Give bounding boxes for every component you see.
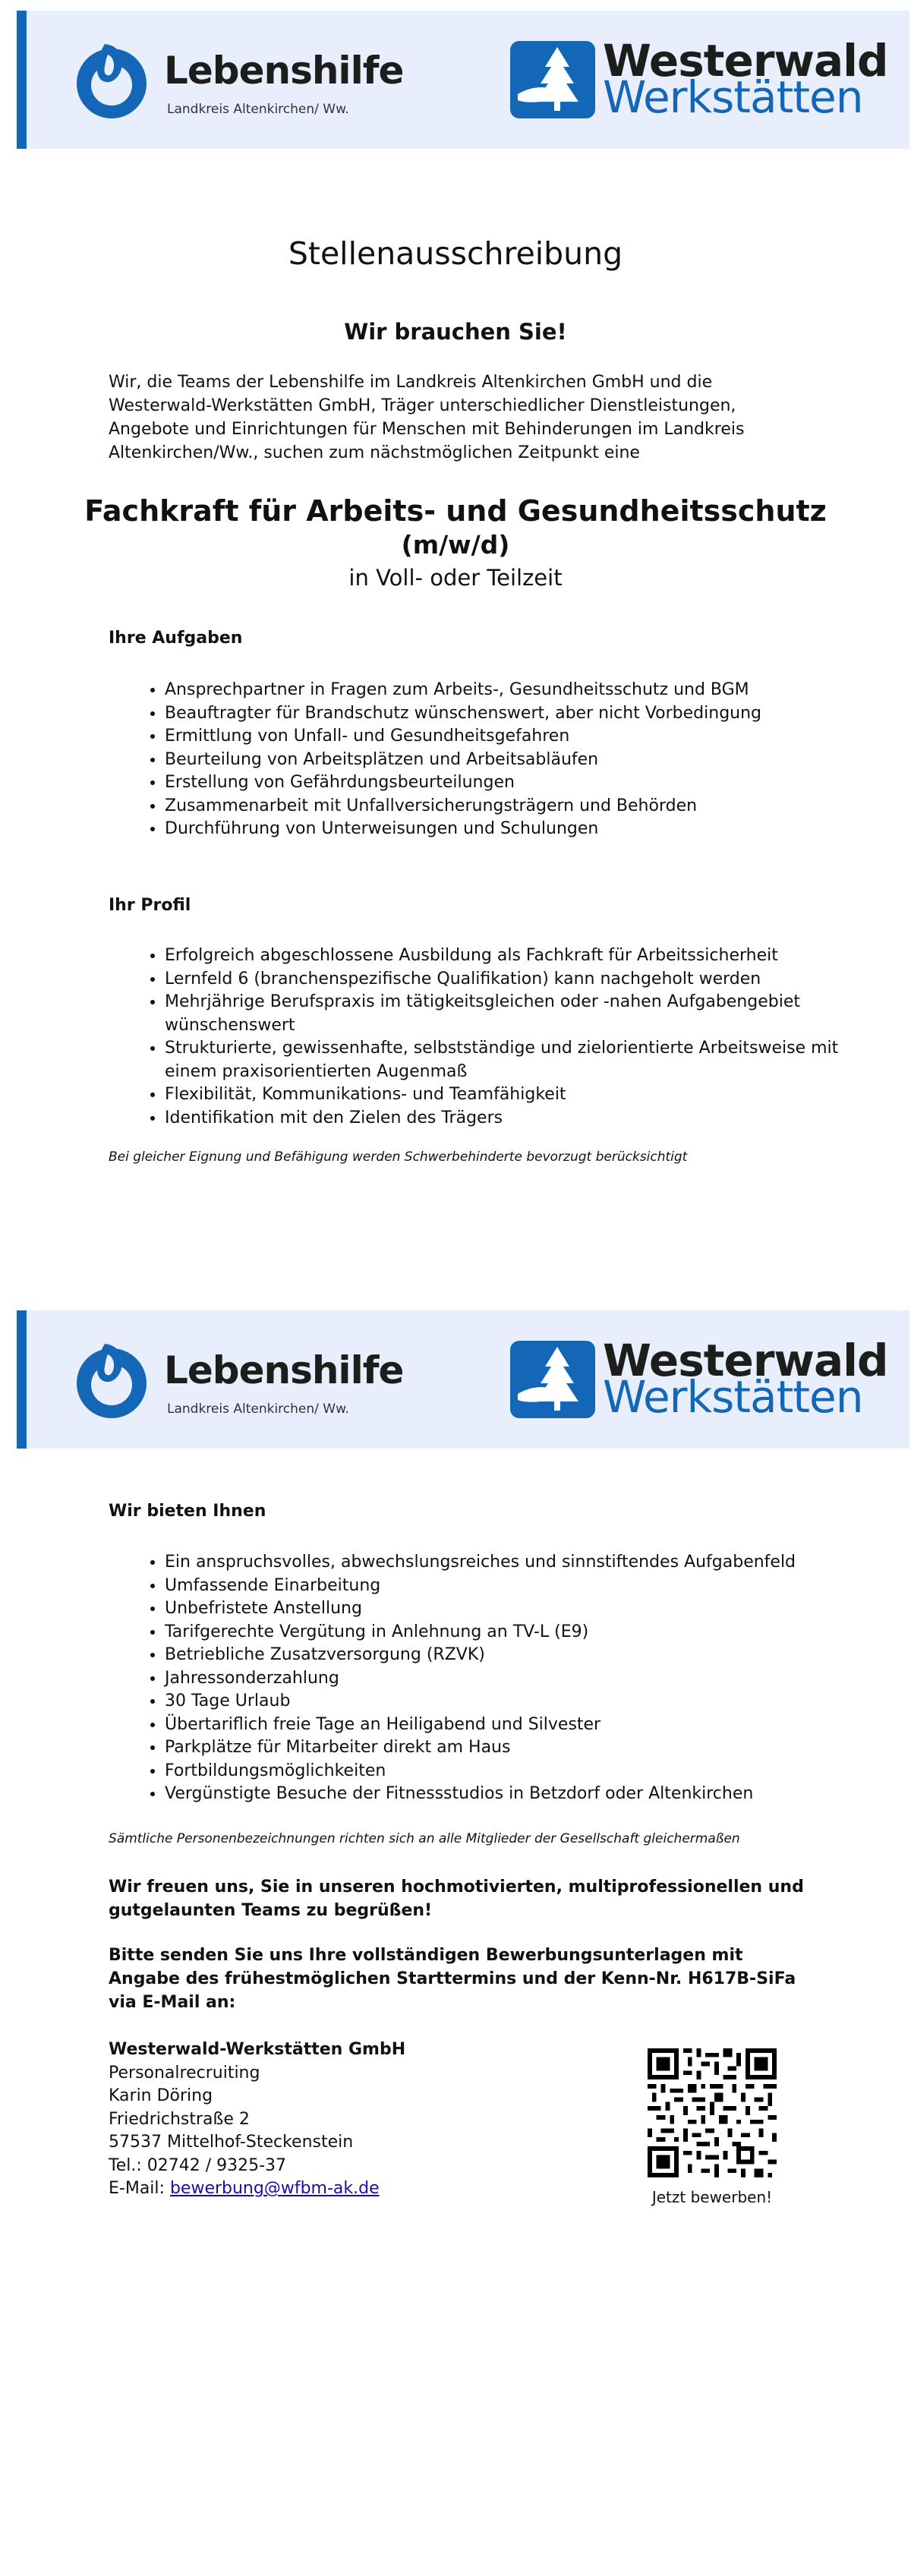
list-item: • Betriebliche Zusatzversorgung (RZVK) [165, 1644, 848, 1667]
intro-paragraph: Wir, die Teams der Lebenshilfe im Landkreis Altenkirchen GmbH und die Westerwald-Werkstätten GmbH, Träger unterschiedlicher Dienstleistungen, Angebote und Einrichtungen für Menschen mit Behinderungen im Landkreis Altenkirchen/Ww., suchen zum nächstmöglichen Zeitpunkt eine [109, 373, 745, 462]
profile-heading: Ihr Profil [109, 896, 191, 915]
job-gender: (m/w/d) [401, 530, 510, 560]
westerwald-name: Westerwald [603, 35, 888, 87]
list-item: • Tarifgerechte Vergütung in Anlehnung an TV-L (E9) [165, 1621, 848, 1644]
qr-code-icon[interactable] [648, 2048, 777, 2177]
contact-phone: Tel.: 02742 / 9325-37 [109, 2155, 287, 2175]
lebenshilfe-mark-icon [70, 1339, 153, 1423]
contact-city: 57537 Mittelhof-Steckenstein [109, 2133, 354, 2152]
list-item: • Vergünstigte Besuche der Fitnessstudios in Betzdorf oder Altenkirchen [165, 1783, 848, 1806]
list-item: • Fortbildungsmöglichkeiten [165, 1760, 848, 1783]
offer-list [109, 1551, 848, 1806]
contact-email-link[interactable]: bewerbung@wfbm-ak.de [169, 2179, 380, 2198]
list-item: • Übertariflich freie Tage an Heiligabend und Silvester [165, 1714, 848, 1737]
list-item: • Jahressonderzahlung [165, 1667, 848, 1691]
list-item: • Erfolgreich abgeschlossene Ausbildung als Fachkraft für Arbeitssicherheit [165, 944, 848, 968]
list-item: • Lernfeld 6 (branchenspezifische Qualifikation) kann nachgeholt werden [165, 968, 848, 992]
list-item: • Flexibilität, Kommunikations- und Teamfähigkeit [165, 1083, 848, 1107]
contact-street: Friedrichstraße 2 [109, 2109, 250, 2129]
lebenshilfe-subtitle: Landkreis Altenkirchen/ Ww. [167, 1402, 349, 1417]
header-banner [17, 11, 909, 149]
list-item: • Zusammenarbeit mit Unfallversicherungsträgern und Behörden [165, 795, 848, 818]
closing-welcome: Wir freuen uns, Sie in unseren hochmotivierten, multiprofessionellen und gutgelaunten Teams zu begrüßen! [109, 1878, 804, 1920]
subtitle: Wir brauchen Sie! [344, 319, 567, 345]
list-item: • Strukturierte, gewissenhafte, selbstständige und zielorientierte Arbeitsweise mit einem praxisorientierten Augenmaß [165, 1037, 848, 1083]
list-item: • Parkplätze für Mitarbeiter direkt am Haus [165, 1736, 848, 1760]
contact-email-label: E-Mail: [109, 2179, 165, 2198]
list-item: • Ein anspruchsvolles, abwechslungsreiches und sinnstiftendes Aufgabenfeld [165, 1551, 848, 1575]
job-time: in Voll- oder Teilzeit [348, 565, 563, 591]
lebenshilfe-logo [70, 1339, 404, 1423]
contact-department: Personalrecruiting [109, 2063, 260, 2083]
westerwald-tree-icon [510, 41, 595, 118]
list-item: • Durchführung von Unterweisungen und Schulungen [165, 818, 848, 841]
offer-heading: Wir bieten Ihnen [109, 1502, 266, 1521]
lebenshilfe-name: Lebenshilfe [164, 1348, 404, 1392]
contact-block [109, 2038, 405, 2201]
disabled-note: Bei gleicher Eignung und Befähigung werden Schwerbehinderte bevorzugt berücksichtigt [109, 1149, 688, 1165]
list-item: • Erstellung von Gefährdungsbeurteilungen [165, 771, 848, 795]
tasks-heading: Ihre Aufgaben [109, 629, 243, 648]
westerwald-logo [510, 1335, 890, 1423]
westerwald-tree-icon [510, 1341, 595, 1418]
list-item: • Ansprechpartner in Fragen zum Arbeits-, Gesundheitsschutz und BGM [165, 679, 848, 702]
contact-person: Karin Döring [109, 2086, 213, 2105]
lebenshilfe-logo [70, 39, 404, 123]
list-item: • Beauftragter für Brandschutz wünschenswert, aber nicht Vorbedingung [165, 702, 848, 726]
lebenshilfe-name: Lebenshilfe [164, 49, 404, 93]
qr-label: Jetzt bewerben! [651, 2188, 773, 2206]
gender-note: Sämtliche Personenbezeichnungen richten sich an alle Mitglieder der Gesellschaft gleichermaßen [109, 1831, 740, 1846]
header-banner [17, 1310, 909, 1449]
page-title: Stellenausschreibung [288, 235, 623, 272]
werkstaetten-name: Werkstätten [603, 71, 863, 123]
lebenshilfe-subtitle: Landkreis Altenkirchen/ Ww. [167, 102, 349, 117]
westerwald-logo [510, 35, 890, 123]
list-item: • Mehrjährige Berufspraxis im tätigkeitsgleichen oder -nahen Aufgabengebiet wünschenswert [165, 991, 848, 1037]
tasks-list [109, 679, 848, 841]
profile-list [109, 944, 848, 1130]
accent-bar [17, 11, 27, 149]
closing-request: Bitte senden Sie uns Ihre vollständigen Bewerbungsunterlagen mit Angabe des frühestmöglichen Starttermins und der Kenn-Nr. H617B-SiFa via E-Mail an: [109, 1946, 796, 2012]
list-item: • Umfassende Einarbeitung [165, 1575, 848, 1598]
westerwald-name: Westerwald [603, 1335, 888, 1386]
list-item: • Unbefristete Anstellung [165, 1597, 848, 1621]
job-title: Fachkraft für Arbeits- und Gesundheitsschutz [84, 494, 827, 528]
lebenshilfe-mark-icon [70, 39, 153, 123]
list-item: • Identifikation mit den Zielen des Trägers [165, 1107, 848, 1130]
accent-bar [17, 1310, 27, 1449]
list-item: • 30 Tage Urlaub [165, 1690, 848, 1714]
list-item: • Beurteilung von Arbeitsplätzen und Arbeitsabläufen [165, 749, 848, 772]
contact-company: Westerwald-Werkstätten GmbH [109, 2040, 406, 2059]
contact-email-line [109, 2177, 405, 2201]
werkstaetten-name: Werkstätten [603, 1371, 863, 1423]
list-item: • Ermittlung von Unfall- und Gesundheitsgefahren [165, 725, 848, 749]
